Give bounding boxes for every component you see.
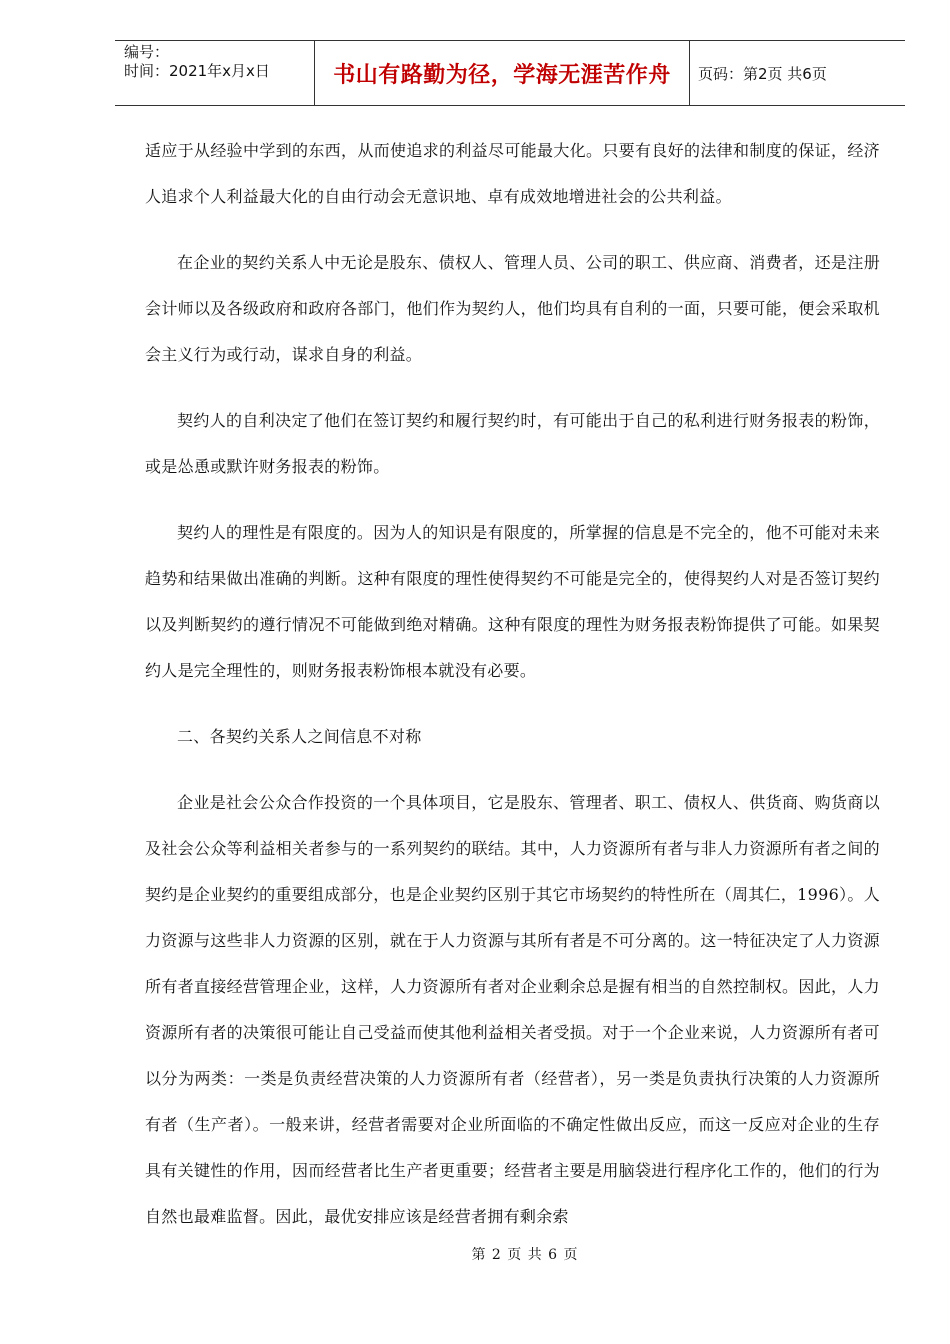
header-meta-cell [115, 41, 315, 105]
page-footer: 第 2 页 共 6 页 [471, 1247, 579, 1263]
body-paragraph: 契约人的自利决定了他们在签订契约和履行契约时，有可能出于自己的私利进行财务报表的粉饰，或是怂恿或默许财务报表的粉饰。 [145, 411, 880, 476]
section-heading: 二、各契约关系人之间信息不对称 [177, 727, 422, 746]
body-paragraph: 适应于从经验中学到的东西，从而使追求的利益尽可能最大化。只要有良好的法律和制度的保证，经济人追求个人利益最大化的自由行动会无意识地、卓有成效地增进社会的公共利益。 [145, 141, 880, 206]
document-number-label: 编号： [124, 43, 170, 61]
header-page-info: 页码：第2页 共6页 [698, 64, 827, 83]
header-motto: 书山有路勤为径，学海无涯苦作舟 [315, 41, 690, 105]
body-paragraph: 契约人的理性是有限度的。因为人的知识是有限度的，所掌握的信息是不完全的，他不可能对未来趋势和结果做出准确的判断。这种有限度的理性使得契约不可能是完全的，使得契约人对是否签订契约以及判断契约的遵行情况不可能做到绝对精确。这种有限度的理性为财务报表粉饰提供了可能。如果契约人是完全理性的，则财务报表粉饰根本就没有必要。 [145, 523, 880, 680]
document-body [145, 128, 880, 1240]
document-date: 时间：2021年x月x日 [124, 62, 270, 80]
body-paragraph: 企业是社会公众合作投资的一个具体项目，它是股东、管理者、职工、债权人、供货商、购货商以及社会公众等利益相关者参与的一系列契约的联结。其中，人力资源所有者与非人力资源所有者之间的契约是企业契约的重要组成部分，也是企业契约区别于其它市场契约的特性所在（周其仁，1996）。人力资源与这些非人力资源的区别，就在于人力资源与其所有者是不可分离的。这一特征决定了人力资源所有者直接经营管理企业，这样，人力资源所有者对企业剩余总是握有相当的自然控制权。因此，人力资源所有者的决策很可能让自己受益而使其他利益相关者受损。对于一个企业来说，人力资源所有者可以分为两类：一类是负责经营决策的人力资源所有者（经营者），另一类是负责执行决策的人力资源所有者（生产者）。一般来讲，经营者需要对企业所面临的不确定性做出反应，而这一反应对企业的生存具有关键性的作用，因而经营者比生产者更重要；经营者主要是用脑袋进行程序化工作的，他们的行为自然也最难监督。因此，最优安排应该是经营者拥有剩余索 [145, 793, 880, 1226]
document-header [115, 40, 905, 106]
body-paragraph: 在企业的契约关系人中无论是股东、债权人、管理人员、公司的职工、供应商、消费者，还是注册会计师以及各级政府和政府各部门，他们作为契约人，他们均具有自利的一面，只要可能，便会采取机会主义行为或行动，谋求自身的利益。 [145, 253, 880, 364]
